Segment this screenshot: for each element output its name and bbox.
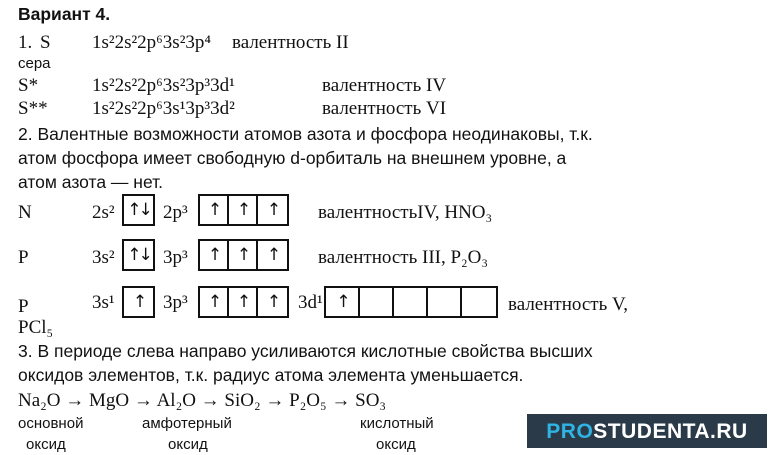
phosphorus-excited-d-label: 3d¹ (298, 292, 323, 313)
nitrogen-s-label: 2s² (92, 202, 115, 223)
nitrogen-symbol: N (18, 202, 32, 223)
orbital-cell: ↑ (200, 288, 229, 316)
logo-part-studenta: STUDENTA.RU (593, 419, 748, 443)
phosphorus-excited-d-orbitals (324, 286, 498, 318)
item2-text-line1: 2. Валентные возможности атомов азота и фосфора неодинаковы, т.к. (18, 124, 593, 144)
orbital-cell: ↑↓ (127, 244, 150, 265)
oxide-series: Na₂O → MgO → Al₂O → SiO₂ → P₂O₅ → SO₃ (18, 390, 387, 411)
sulfur-ground-config: 1s²2s²2p⁶3s²3p⁴ (92, 32, 212, 53)
sulfur-excited1-config: 1s²2s²2p⁶3s²3p³3d¹ (92, 75, 235, 96)
item2-text-line2: атом фосфора имеет свободную d-орбиталь на внешнем уровне, а (18, 148, 567, 168)
nitrogen-valence: валентностьIV, HNO₃ (318, 202, 493, 223)
sulfur-excited2-symbol: S** (18, 98, 48, 119)
phosphorus-p-orbitals (198, 239, 289, 271)
phosphorus-pentachloride: PCl₅ (18, 317, 54, 338)
orbital-cell: ↑ (266, 291, 279, 312)
nitrogen-p-orbitals (198, 194, 289, 226)
sulfur-ground-valence: валентность II (232, 32, 349, 53)
phosphorus-excited-p-label: 3p³ (163, 292, 188, 313)
orbital-cell: ↑ (229, 241, 258, 269)
label-acidic-line2: оксид (376, 436, 416, 453)
label-basic-line1: основной (18, 415, 84, 432)
orbital-cell: ↑ (326, 288, 360, 316)
orbital-cell (360, 288, 394, 316)
phosphorus-valence: валентность III, P₂O₃ (318, 247, 489, 268)
phosphorus-excited-s-label: 3s¹ (92, 292, 115, 313)
phosphorus-s-orbitals (122, 239, 155, 271)
item3-text-line1: 3. В периоде слева направо усиливаются кислотные свойства высших (18, 341, 593, 361)
orbital-cell: ↑ (132, 291, 145, 312)
label-amphoteric-line1: амфотерный (142, 415, 232, 432)
orbital-cell: ↑ (266, 199, 279, 220)
item3-text-line2: оксидов элементов, т.к. радиус атома элемента уменьшается. (18, 365, 524, 385)
nitrogen-p-label: 2p³ (163, 202, 188, 223)
phosphorus-p-label: 3p³ (163, 247, 188, 268)
nitrogen-s-orbitals (122, 194, 155, 226)
item1-number: 1. (18, 32, 33, 53)
logo-part-pro: PRO (546, 419, 594, 443)
orbital-cell: ↑↓ (127, 199, 150, 220)
label-amphoteric-line2: оксид (168, 436, 208, 453)
orbital-cell: ↑ (200, 196, 229, 224)
phosphorus-excited-valence: валентность V, (508, 294, 629, 315)
orbital-cell (462, 288, 496, 316)
phosphorus-excited-p-orbitals (198, 286, 289, 318)
orbital-cell (428, 288, 462, 316)
sulfur-name: сера (18, 55, 51, 72)
orbital-cell: ↑ (229, 288, 258, 316)
phosphorus-s-label: 3s² (92, 247, 115, 268)
orbital-cell: ↑ (266, 244, 279, 265)
phosphorus-excited-symbol: P (18, 296, 29, 317)
label-basic-line2: оксид (26, 436, 66, 453)
orbital-cell: ↑ (200, 241, 229, 269)
prostudenta-logo (527, 414, 767, 448)
item2-text-line3: атом азота — нет. (18, 172, 164, 192)
sulfur-excited2-valence: валентность VI (322, 98, 447, 119)
phosphorus-excited-s-orbitals (122, 286, 155, 318)
sulfur-excited2-config: 1s²2s²2p⁶3s¹3p³3d² (92, 98, 235, 119)
variant-title: Вариант 4. (18, 4, 111, 24)
phosphorus-symbol: P (18, 247, 29, 268)
sulfur-symbol: S (40, 32, 51, 53)
sulfur-excited1-valence: валентность IV (322, 75, 447, 96)
orbital-cell (394, 288, 428, 316)
sulfur-excited1-symbol: S* (18, 75, 39, 96)
label-acidic-line1: кислотный (360, 415, 434, 432)
orbital-cell: ↑ (229, 196, 258, 224)
